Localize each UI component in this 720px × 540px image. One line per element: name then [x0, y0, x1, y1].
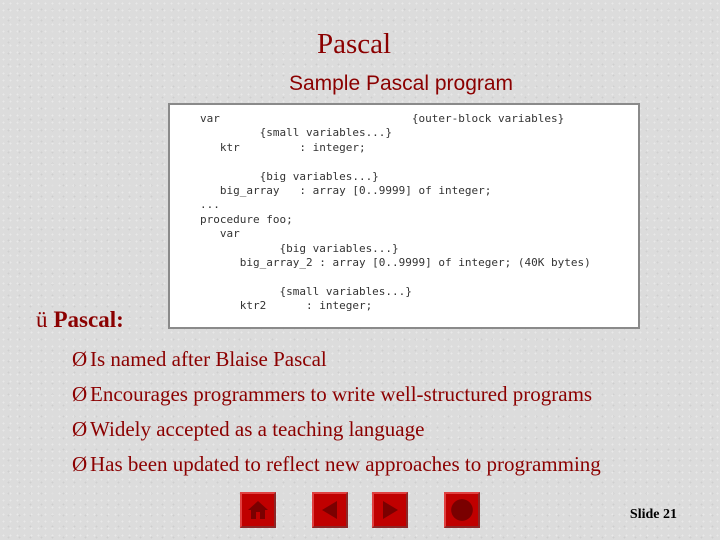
code-line: {big variables...}	[200, 169, 379, 183]
code-line: ktr : integer;	[200, 140, 366, 154]
list-item	[72, 342, 601, 377]
code-sample	[168, 103, 640, 329]
arrow-bullet-icon: Ø	[72, 452, 88, 476]
code-line: {small variables...}	[200, 284, 412, 298]
end-show-button[interactable]	[444, 492, 480, 528]
code-line: big_array_2 : array [0..9999] of integer; (40K bytes)	[200, 255, 591, 269]
arrow-bullet-icon: Ø	[72, 417, 88, 441]
sub-bullet-list	[72, 342, 601, 482]
main-bullet	[36, 307, 124, 333]
left-arrow-icon	[318, 498, 342, 522]
code-line: procedure foo;	[200, 212, 293, 226]
list-item-text: Is named after Blaise Pascal	[90, 347, 327, 371]
slide-title: Pascal	[316, 28, 392, 60]
list-item	[72, 447, 601, 482]
home-icon	[246, 498, 270, 522]
list-item	[72, 377, 601, 412]
check-icon: ü	[36, 307, 48, 332]
code-line	[200, 155, 638, 169]
code-line: big_array : array [0..9999] of integer;	[200, 183, 492, 197]
stop-circle-icon	[449, 497, 475, 523]
previous-slide-button[interactable]	[312, 492, 348, 528]
list-item-text: Encourages programmers to write well-structured programs	[90, 382, 593, 406]
next-slide-button[interactable]	[372, 492, 408, 528]
code-line: ktr2 : integer;	[200, 299, 373, 313]
code-line	[200, 270, 638, 284]
arrow-bullet-icon: Ø	[72, 382, 88, 406]
slide-subtitle: Sample Pascal program	[288, 72, 514, 95]
code-line: {big variables...}	[200, 241, 399, 255]
list-item-text: Widely accepted as a teaching language	[90, 417, 425, 441]
list-item-text: Has been updated to reflect new approaches to programming	[90, 452, 601, 476]
code-line: var	[200, 227, 240, 241]
code-line: ...	[200, 198, 220, 212]
code-line: {small variables...}	[200, 126, 393, 140]
arrow-bullet-icon: Ø	[72, 347, 88, 371]
list-item	[72, 412, 601, 447]
bullet-label: Pascal:	[53, 307, 124, 332]
code-line: var {outer-block variables}	[200, 112, 565, 125]
code-block	[170, 105, 638, 313]
slide-number: Slide 21	[629, 507, 677, 522]
right-arrow-icon	[378, 498, 402, 522]
home-button[interactable]	[240, 492, 276, 528]
